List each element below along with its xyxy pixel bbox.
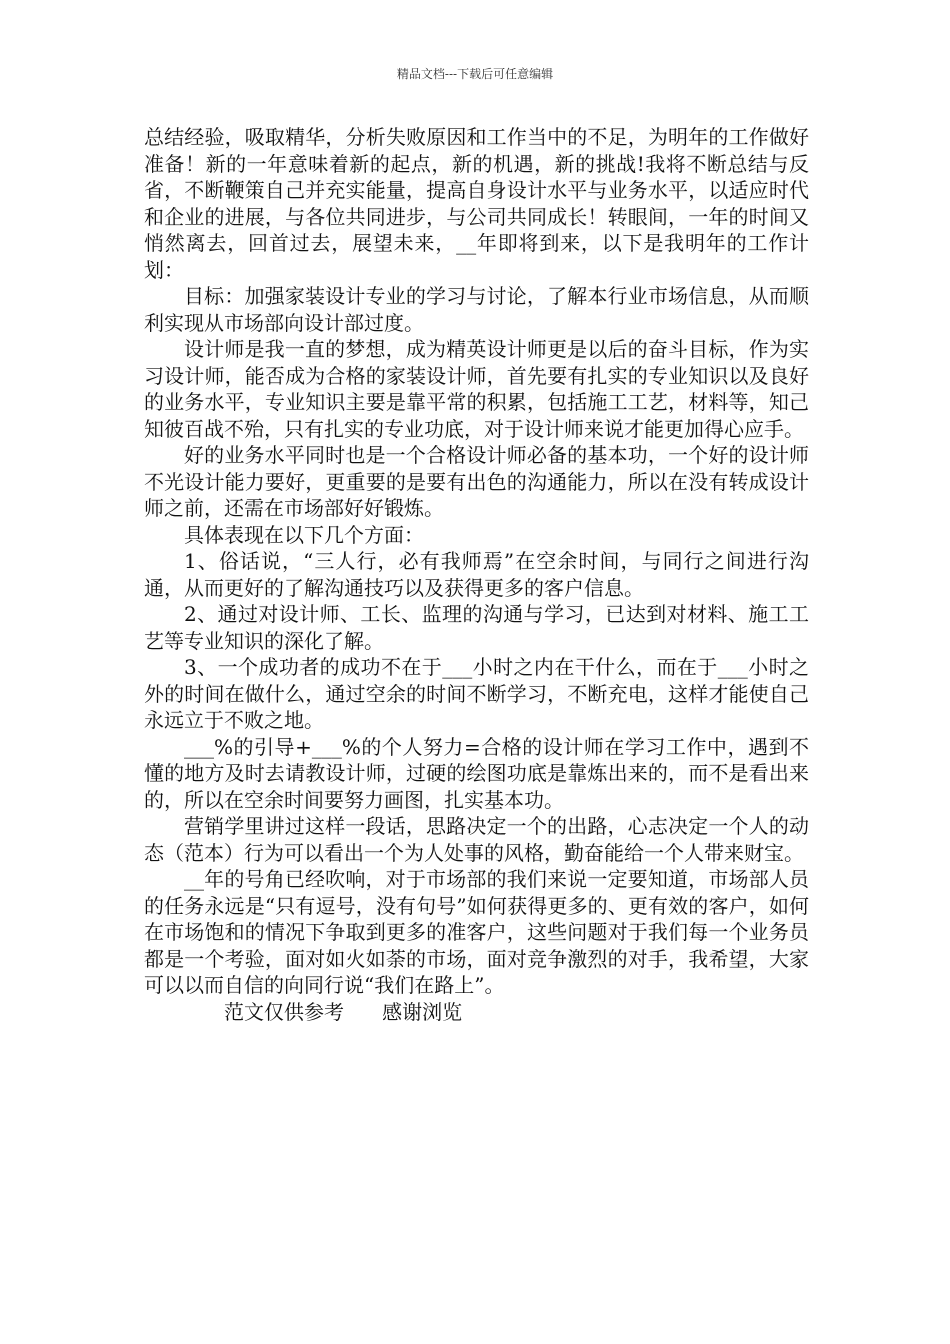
page-header: 精品文档---下载后可任意编辑 (396, 67, 554, 81)
closing-line: 范文仅供参考 感谢浏览 (224, 999, 463, 1024)
paragraph-goal: 目标：加强家装设计专业的学习与讨论，了解本行业市场信息，从而顺利实现从市场部向设计部过度。 (144, 284, 809, 335)
paragraph-designer-dream: 设计师是我一直的梦想，成为精英设计师更是以后的奋斗目标，作为实习设计师，能否成为合格的家装设计师，首先要有扎实的专业知识以及良好的业务水平，专业知识主要是靠平常的积累，包括施工工艺，材料等，知己知彼百战不殆，只有扎实的专业功底，对于设计师来说才能更加得心应手。 (144, 337, 809, 441)
paragraph-conclusion: __年的号角已经吹响，对于市场部的我们来说一定要知道，市场部人员的任务永远是“只有逗号，没有句号”如何获得更多的、更有效的客户，如何在市场饱和的情况下争取到更多的准客户，这些问题对于我们每一个业务员都是一个考验，面对如火如荼的市场，面对竞争激烈的对手，我希望，大家可以以而自信的向同行说“我们在路上”。 (144, 867, 809, 997)
paragraph-business-skill: 好的业务水平同时也是一个合格设计师必备的基本功，一个好的设计师不光设计能力要好，更重要的是要有出色的沟通能力，所以在没有转成设计师之前，还需在市场部好好锻炼。 (144, 443, 809, 520)
paragraph-item-1: 1、俗话说，“三人行，必有我师焉”在空余时间，与同行之间进行沟通，从而更好的了解沟通技巧以及获得更多的客户信息。 (144, 549, 809, 600)
paragraph-aspects-heading: 具体表现在以下几个方面： (184, 522, 424, 547)
paragraph-item-3: 3、一个成功者的成功不在于___小时之内在干什么，而在于___小时之外的时间在做什么，通过空余的时间不断学习，不断充电，这样才能使自己永远立于不败之地。 (144, 655, 809, 732)
paragraph-intro: 总结经验，吸取精华，分析失败原因和工作当中的不足，为明年的工作做好准备！新的一年意味着新的起点，新的机遇，新的挑战!我将不断总结与反省，不断鞭策自己并充实能量，提高自身设计水平与业务水平，以适应时代和企业的进展，与各位共同进步，与公司共同成长！转眼间，一年的时间又悄然离去，回首过去，展望未来，__年即将到来，以下是我明年的工作计划： (144, 125, 809, 282)
paragraph-guidance: ___%的引导+___%的个人努力=合格的设计师在学习工作中，遇到不懂的地方及时去请教设计师，过硬的绘图功底是靠炼出来的，而不是看出来的，所以在空余时间要努力画图，扎实基本功。 (144, 734, 809, 812)
paragraph-item-2: 2、通过对设计师、工长、监理的沟通与学习，已达到对材料、施工工艺等专业知识的深化了解。 (144, 602, 809, 653)
paragraph-marketing: 营销学里讲过这样一段话，思路决定一个的出路，心志决定一个人的动态（范本）行为可以看出一个为人处事的风格，勤奋能给一个人带来财宝。 (144, 814, 809, 865)
document-body (144, 124, 809, 1025)
